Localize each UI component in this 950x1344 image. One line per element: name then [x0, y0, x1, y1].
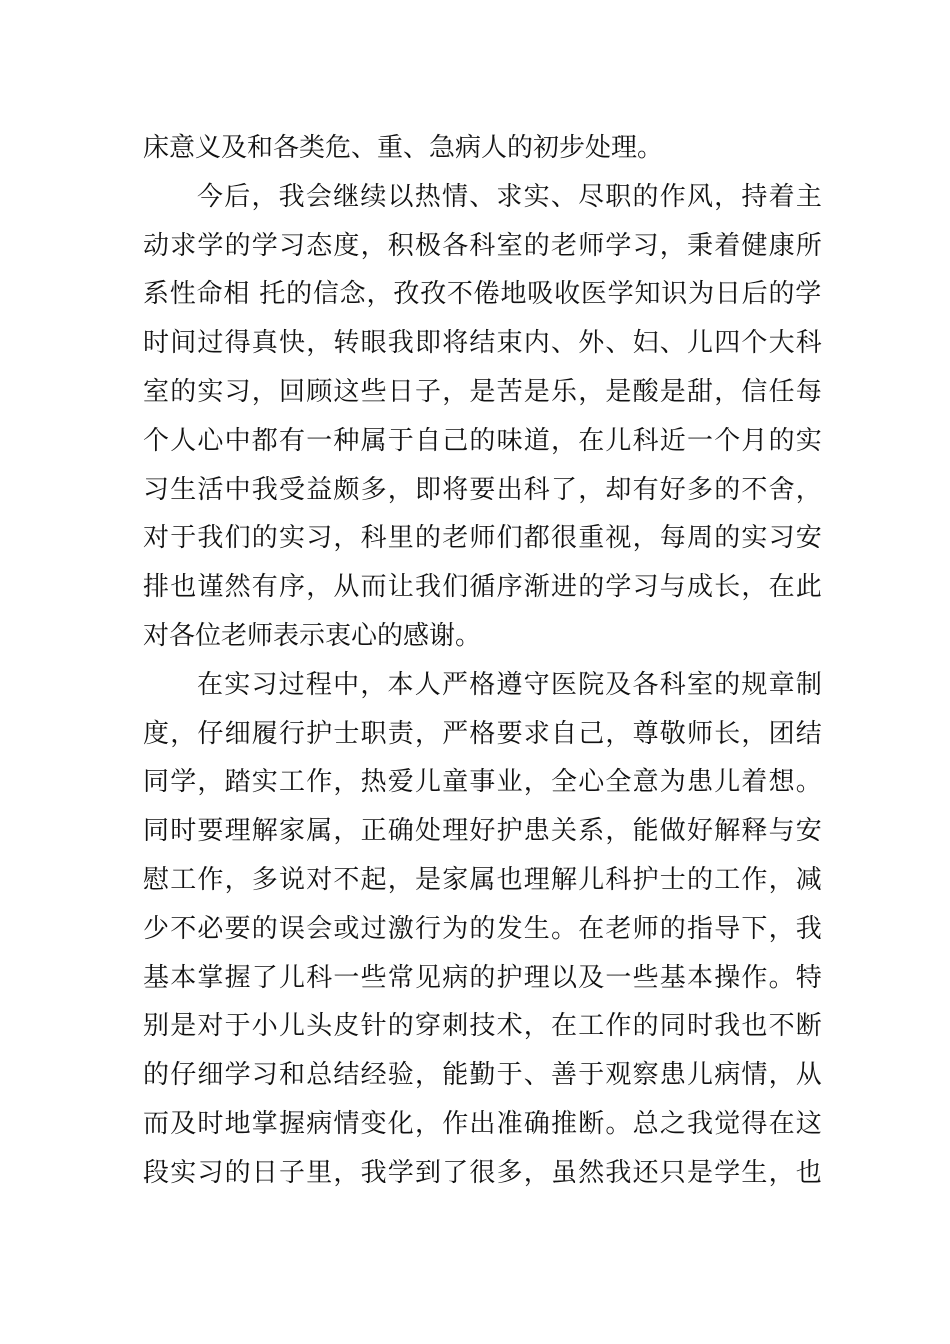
- text-line: 室的实习，回顾这些日子，是苦是乐，是酸是甜，信任每: [143, 376, 823, 407]
- text-line: 基本掌握了儿科一些常见病的护理以及一些基本操作。特: [143, 962, 823, 993]
- text-line: 习生活中我受益颇多，即将要出科了，却有好多的不舍，: [143, 474, 823, 505]
- text-line: 同时要理解家属，正确处理好护患关系，能做好解释与安: [143, 816, 823, 847]
- text-line: 排也谨然有序，从而让我们循序渐进的学习与成长，在此: [143, 572, 823, 603]
- text-line: 同学，踏实工作，热爱儿童事业，全心全意为患儿着想。: [143, 767, 823, 798]
- text-line: 系性命相 托的信念，孜孜不倦地吸收医学知识为日后的学: [143, 279, 823, 310]
- text-line: 度，仔细履行护士职责，严格要求自己，尊敬师长，团结: [143, 718, 823, 749]
- text-line: 对各位老师表示衷心的感谢。: [143, 620, 482, 651]
- document-body: [143, 124, 823, 1198]
- text-line: 今后，我会继续以热情、求实、尽职的作风，持着主: [197, 181, 823, 212]
- text-line: 少不必要的误会或过激行为的发生。在老师的指导下，我: [143, 913, 823, 944]
- text-line: 个人心中都有一种属于自己的味道，在儿科近一个月的实: [143, 425, 823, 456]
- text-line: 慰工作，多说对不起，是家属也理解儿科护士的工作，减: [143, 864, 823, 895]
- text-line: 床意义及和各类危、重、急病人的初步处理。: [143, 133, 664, 163]
- text-line: 段实习的日子里，我学到了很多，虽然我还只是学生，也: [143, 1157, 823, 1188]
- text-line: 动求学的学习态度，积极各科室的老师学习，秉着健康所: [143, 230, 823, 261]
- text-line: 时间过得真快，转眼我即将结束内、外、妇、儿四个大科: [143, 328, 823, 359]
- text-line: 而及时地掌握病情变化，作出准确推断。总之我觉得在这: [143, 1108, 823, 1139]
- text-line: 的仔细学习和总结经验，能勤于、善于观察患儿病情，从: [143, 1060, 823, 1091]
- text-line: 对于我们的实习，科里的老师们都很重视，每周的实习安: [143, 523, 823, 554]
- text-line: 在实习过程中，本人严格遵守医院及各科室的规章制: [197, 669, 823, 700]
- text-line: 别是对于小儿头皮针的穿刺技术，在工作的同时我也不断: [143, 1011, 823, 1042]
